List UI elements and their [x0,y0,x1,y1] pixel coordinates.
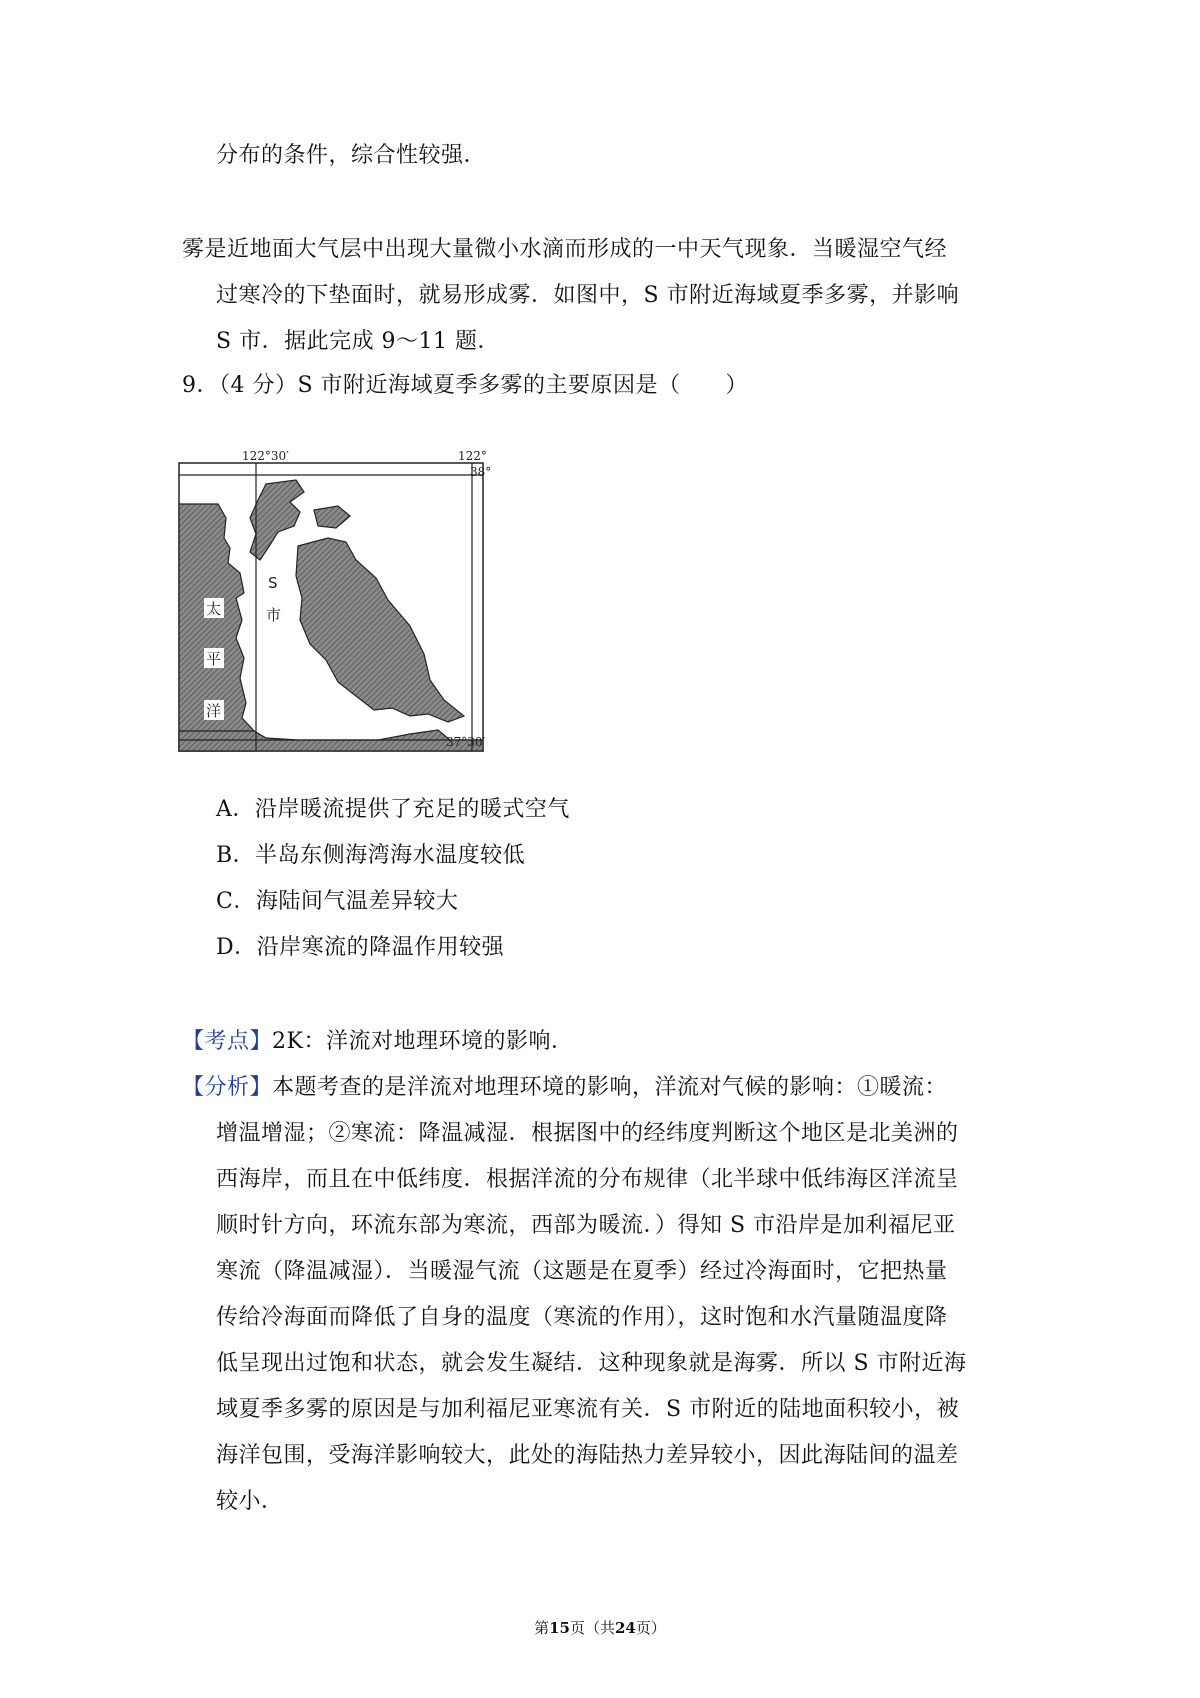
fenxi-line: 寒流（降温减湿）．当暖湿气流（这题是在夏季）经过冷海面时，它把热量 [216,1259,948,1284]
lat-label-bottom: 37°30′ [446,735,486,749]
fenxi-line: 传给冷海面而降低了自身的温度（寒流的作用），这时饱和水汽量随温度降 [216,1305,948,1330]
footer-prefix: 第 [534,1619,550,1637]
option-b: B．半岛东侧海湾海水温度较低 [216,843,526,868]
footer-mid: 页（共 [569,1619,615,1637]
fenxi-line: 较小． [216,1489,284,1514]
kaodian-text: 2K：洋流对地理环境的影响． [272,1029,574,1054]
footer-page-number: 15 [549,1619,570,1637]
passage-line: 雾是近地面大气层中出现大量微小水滴而形成的一中天气现象．当暖湿空气经 [182,237,948,262]
option-a: A．沿岸暖流提供了充足的暖式空气 [216,797,570,822]
kaodian-label: 【考点】 [182,1029,273,1054]
lon-label-right: 122° [458,449,487,463]
ocean-label-char: 洋 [206,702,222,720]
page-footer [0,1618,1200,1638]
intro-tail-text: 分布的条件，综合性较强． [216,143,487,168]
ocean-label-char: 太 [206,600,222,618]
option-c: C．海陆间气温差异较大 [216,889,459,914]
fenxi-line [182,1074,947,1102]
footer-total-pages: 24 [615,1619,636,1637]
map-figure [178,448,492,752]
fenxi-label: 【分析】 [182,1075,273,1100]
question-number: 9． [182,373,219,398]
city-label-shi: 市 [266,606,282,624]
fenxi-line: 顺时针方向，环流东部为寒流，西部为暖流．）得知 S 市沿岸是加利福尼亚 [216,1213,956,1238]
kaodian-line [182,1028,573,1056]
question-text: （4 分）S 市附近海域夏季多雾的主要原因是（ ） [219,373,749,398]
city-label-s: S [268,574,278,592]
option-d: D．沿岸寒流的降温作用较强 [216,935,505,960]
passage-line: 过寒冷的下垫面时，就易形成雾．如图中，S 市附近海域夏季多雾，并影响 [216,283,960,308]
passage-line: S 市．据此完成 9～11 题． [216,329,501,354]
question-9 [182,372,748,400]
fenxi-line: 域夏季多雾的原因是与加利福尼亚寒流有关．S 市附近的陆地面积较小，被 [216,1397,960,1422]
fenxi-line: 海洋包围，受海洋影响较大，此处的海陆热力差异较小，因此海陆间的温差 [216,1443,959,1468]
fenxi-line: 低呈现出过饱和状态，就会发生凝结．这种现象就是海雾．所以 S 市附近海 [216,1351,967,1376]
ocean-label-char: 平 [206,650,222,668]
lat-label-top: 38° [470,465,492,479]
lon-label-left: 122°30′ [242,449,289,463]
footer-suffix: 页） [635,1619,666,1637]
fenxi-text: 本题考查的是洋流对地理环境的影响，洋流对气候的影响：①暖流： [272,1075,948,1100]
fenxi-line: 增温增湿；②寒流：降温减湿．根据图中的经纬度判断这个地区是北美洲的 [216,1121,959,1146]
fenxi-line: 西海岸，而且在中低纬度．根据洋流的分布规律（北半球中低纬海区洋流呈 [216,1167,959,1192]
